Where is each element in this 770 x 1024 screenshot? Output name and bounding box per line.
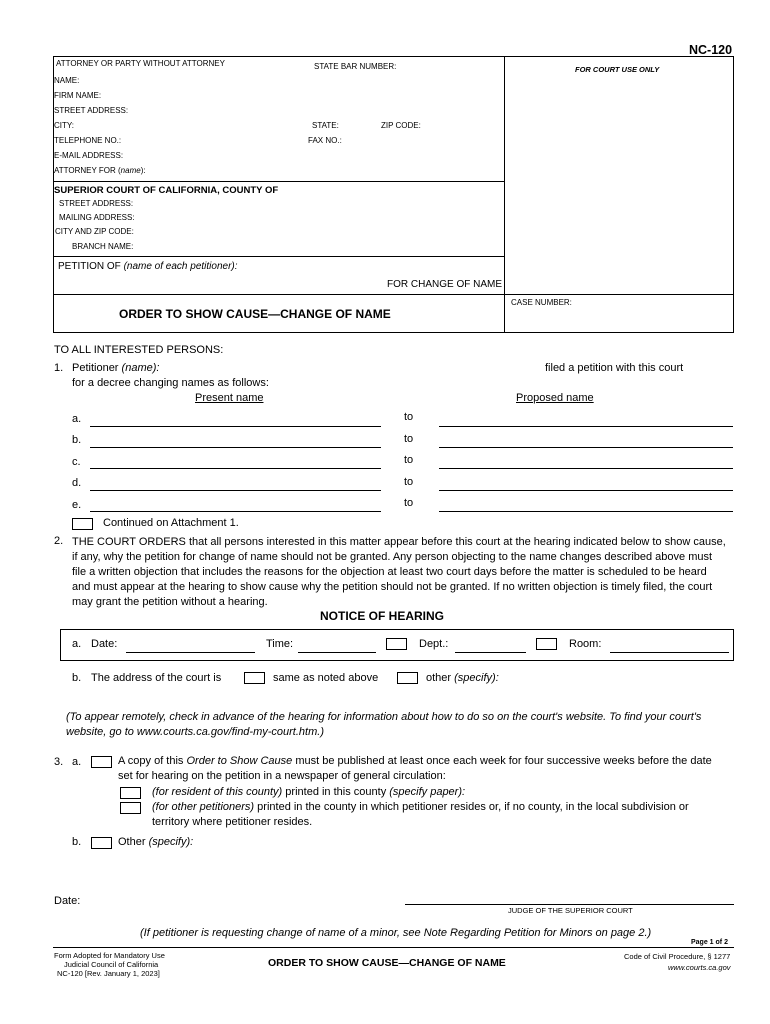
court-mailing-label: MAILING ADDRESS: [59,213,135,222]
proposed-name-c-field[interactable] [439,468,733,469]
hearing-date-label: Date: [91,638,118,650]
to-label: to [404,497,414,509]
time-checkbox[interactable] [386,638,407,650]
notice-title: NOTICE OF HEARING [320,609,445,623]
item2-number: 2. [54,535,64,547]
proposed-name-heading: Proposed name [516,392,594,404]
petition-bottom-border [53,294,734,295]
petition-of-label: PETITION OF (name of each petitioner): [58,261,238,272]
row-c-label: c. [72,456,81,468]
hearing-dept-label: Dept.: [419,638,449,650]
resident-county-label: (for resident of this county) printed in this county (specify paper): [152,786,466,798]
attorney-for-label: ATTORNEY FOR (name): [54,166,146,175]
row-b-label: b. [72,434,82,446]
form-id: NC-120 [689,43,733,57]
footer-adopted-3: NC-120 [Rev. January 1, 2023] [57,969,160,978]
other-publish-checkbox[interactable] [91,837,112,849]
intro-text: TO ALL INTERESTED PERSONS: [54,344,224,356]
row-d-label: d. [72,477,82,489]
present-name-a-field[interactable] [90,426,381,427]
item3-b-label: b. [72,836,82,848]
present-name-d-field[interactable] [90,490,381,491]
hearing-b-label: b. [72,672,82,684]
judge-label: JUDGE OF THE SUPERIOR COURT [508,906,633,915]
caption-right-border [733,56,734,332]
hearing-time-label: Time: [266,638,294,650]
decree-text: for a decree changing names as follows: [72,377,269,389]
to-label: to [404,476,414,488]
present-name-c-field[interactable] [90,468,381,469]
other-petitioners-label: (for other petitioners) printed in the county in which petitioner resides or, if no county, in the local subdivision or [152,801,689,813]
footer-title: ORDER TO SHOW CAUSE—CHANGE OF NAME [268,957,506,969]
present-name-heading: Present name [195,392,264,404]
hearing-dept-field[interactable] [455,652,526,653]
attorney-header: ATTORNEY OR PARTY WITHOUT ATTORNEY [56,59,225,68]
proposed-name-a-field[interactable] [439,426,733,427]
continued-attachment-label: Continued on Attachment 1. [103,517,239,529]
hearing-room-field[interactable] [610,652,729,653]
item1-number: 1. [54,362,64,374]
doc-title: ORDER TO SHOW CAUSE—CHANGE OF NAME [119,307,391,321]
state-label: STATE: [312,121,339,130]
filed-petition-text: filed a petition with this court [545,362,684,374]
proposed-name-b-field[interactable] [439,447,733,448]
to-label: to [404,454,414,466]
state-bar-label: STATE BAR NUMBER: [314,62,397,71]
caption-top-border [53,56,734,57]
case-number-label: CASE NUMBER: [511,298,572,307]
signature-date-label: Date: [54,895,81,907]
footer-adopted-2: Judicial Council of California [64,960,159,969]
zip-label: ZIP CODE: [381,121,421,130]
email-label: E-MAIL ADDRESS: [54,151,124,160]
same-as-above-checkbox[interactable] [244,672,265,684]
to-label: to [404,411,414,423]
proposed-name-d-field[interactable] [439,490,733,491]
telephone-label: TELEPHONE NO.: [54,136,122,145]
resident-county-checkbox[interactable] [120,787,141,799]
court-street-label: STREET ADDRESS: [59,199,134,208]
hearing-room-label: Room: [569,638,602,650]
footer-code: Code of Civil Procedure, § 1277 [624,952,731,961]
court-city-zip-label: CITY AND ZIP CODE: [55,227,134,236]
publish-checkbox[interactable] [91,756,112,768]
fax-label: FAX NO.: [308,136,342,145]
publish-text-line2: set for hearing on the petition in a newspaper of general circulation: [118,770,446,782]
to-label: to [404,433,414,445]
footer-web: www.courts.ca.gov [668,963,731,972]
other-address-checkbox[interactable] [397,672,418,684]
court-bottom-border [53,256,504,257]
row-e-label: e. [72,499,82,511]
court-use-label: FOR COURT USE ONLY [575,65,660,74]
firm-name-label: FIRM NAME: [54,91,102,100]
footer-adopted-1: Form Adopted for Mandatory Use [54,951,165,960]
city-label: CITY: [54,121,75,130]
court-title: SUPERIOR COURT OF CALIFORNIA, COUNTY OF [54,185,279,196]
remote-appearance-note: (To appear remotely, check in advance of the hearing for information about how to do so on the court's website. To find your court's website, go to www.courts.ca.gov/find-my-court.htm.) [66,711,702,738]
other-petitioners-checkbox[interactable] [120,802,141,814]
page-number: Page 1 of 2 [691,939,728,946]
hearing-a-label: a. [72,638,82,650]
present-name-e-field[interactable] [90,511,381,512]
row-a-label: a. [72,413,82,425]
street-address-label: STREET ADDRESS: [54,106,129,115]
publish-text-line1: A copy of this Order to Show Cause must be published at least once each week for four successive weeks before the date [118,755,712,767]
item3-a-label: a. [72,756,82,768]
caption-bottom-border [53,332,734,333]
hearing-time-field[interactable] [298,652,376,653]
minor-note: (If petitioner is requesting change of name of a minor, see Note Regarding Petition for Minors on page 2.) [140,927,652,939]
for-change-label: FOR CHANGE OF NAME [387,279,503,290]
proposed-name-e-field[interactable] [439,511,733,512]
same-as-above-label: same as noted above [273,672,379,684]
attorney-name-label: NAME: [54,76,80,85]
caption-divider [504,56,505,332]
other-petitioners-line2: territory where petitioner resides. [152,816,313,828]
court-orders-text: THE COURT ORDERS that all persons interested in this matter appear before this court at the hearing indicated below to show cause, if any, why the petition for change of name should not be granted. Any person objecting to the name changes described above must file a written objection that includes the reasons for the objection at least two court days before the matter is scheduled to be heard and must appear at the hearing to show cause why the petition should not be granted. If no written objection is timely filed, the court may grant the petition without a hearing. [72,536,726,608]
court-branch-label: BRANCH NAME: [72,242,134,251]
attorney-bottom-border [53,181,504,182]
other-address-label: other (specify): [426,672,499,684]
petitioner-label: Petitioner (name): [72,362,160,374]
dept-checkbox[interactable] [536,638,557,650]
item3-number: 3. [54,756,64,768]
court-address-label: The address of the court is [91,672,222,684]
other-publish-label: Other (specify): [118,836,194,848]
present-name-b-field[interactable] [90,447,381,448]
footer-rule [53,947,734,948]
judge-signature-field[interactable] [405,904,734,905]
continued-attachment-checkbox[interactable] [72,518,93,530]
hearing-date-field[interactable] [126,652,255,653]
